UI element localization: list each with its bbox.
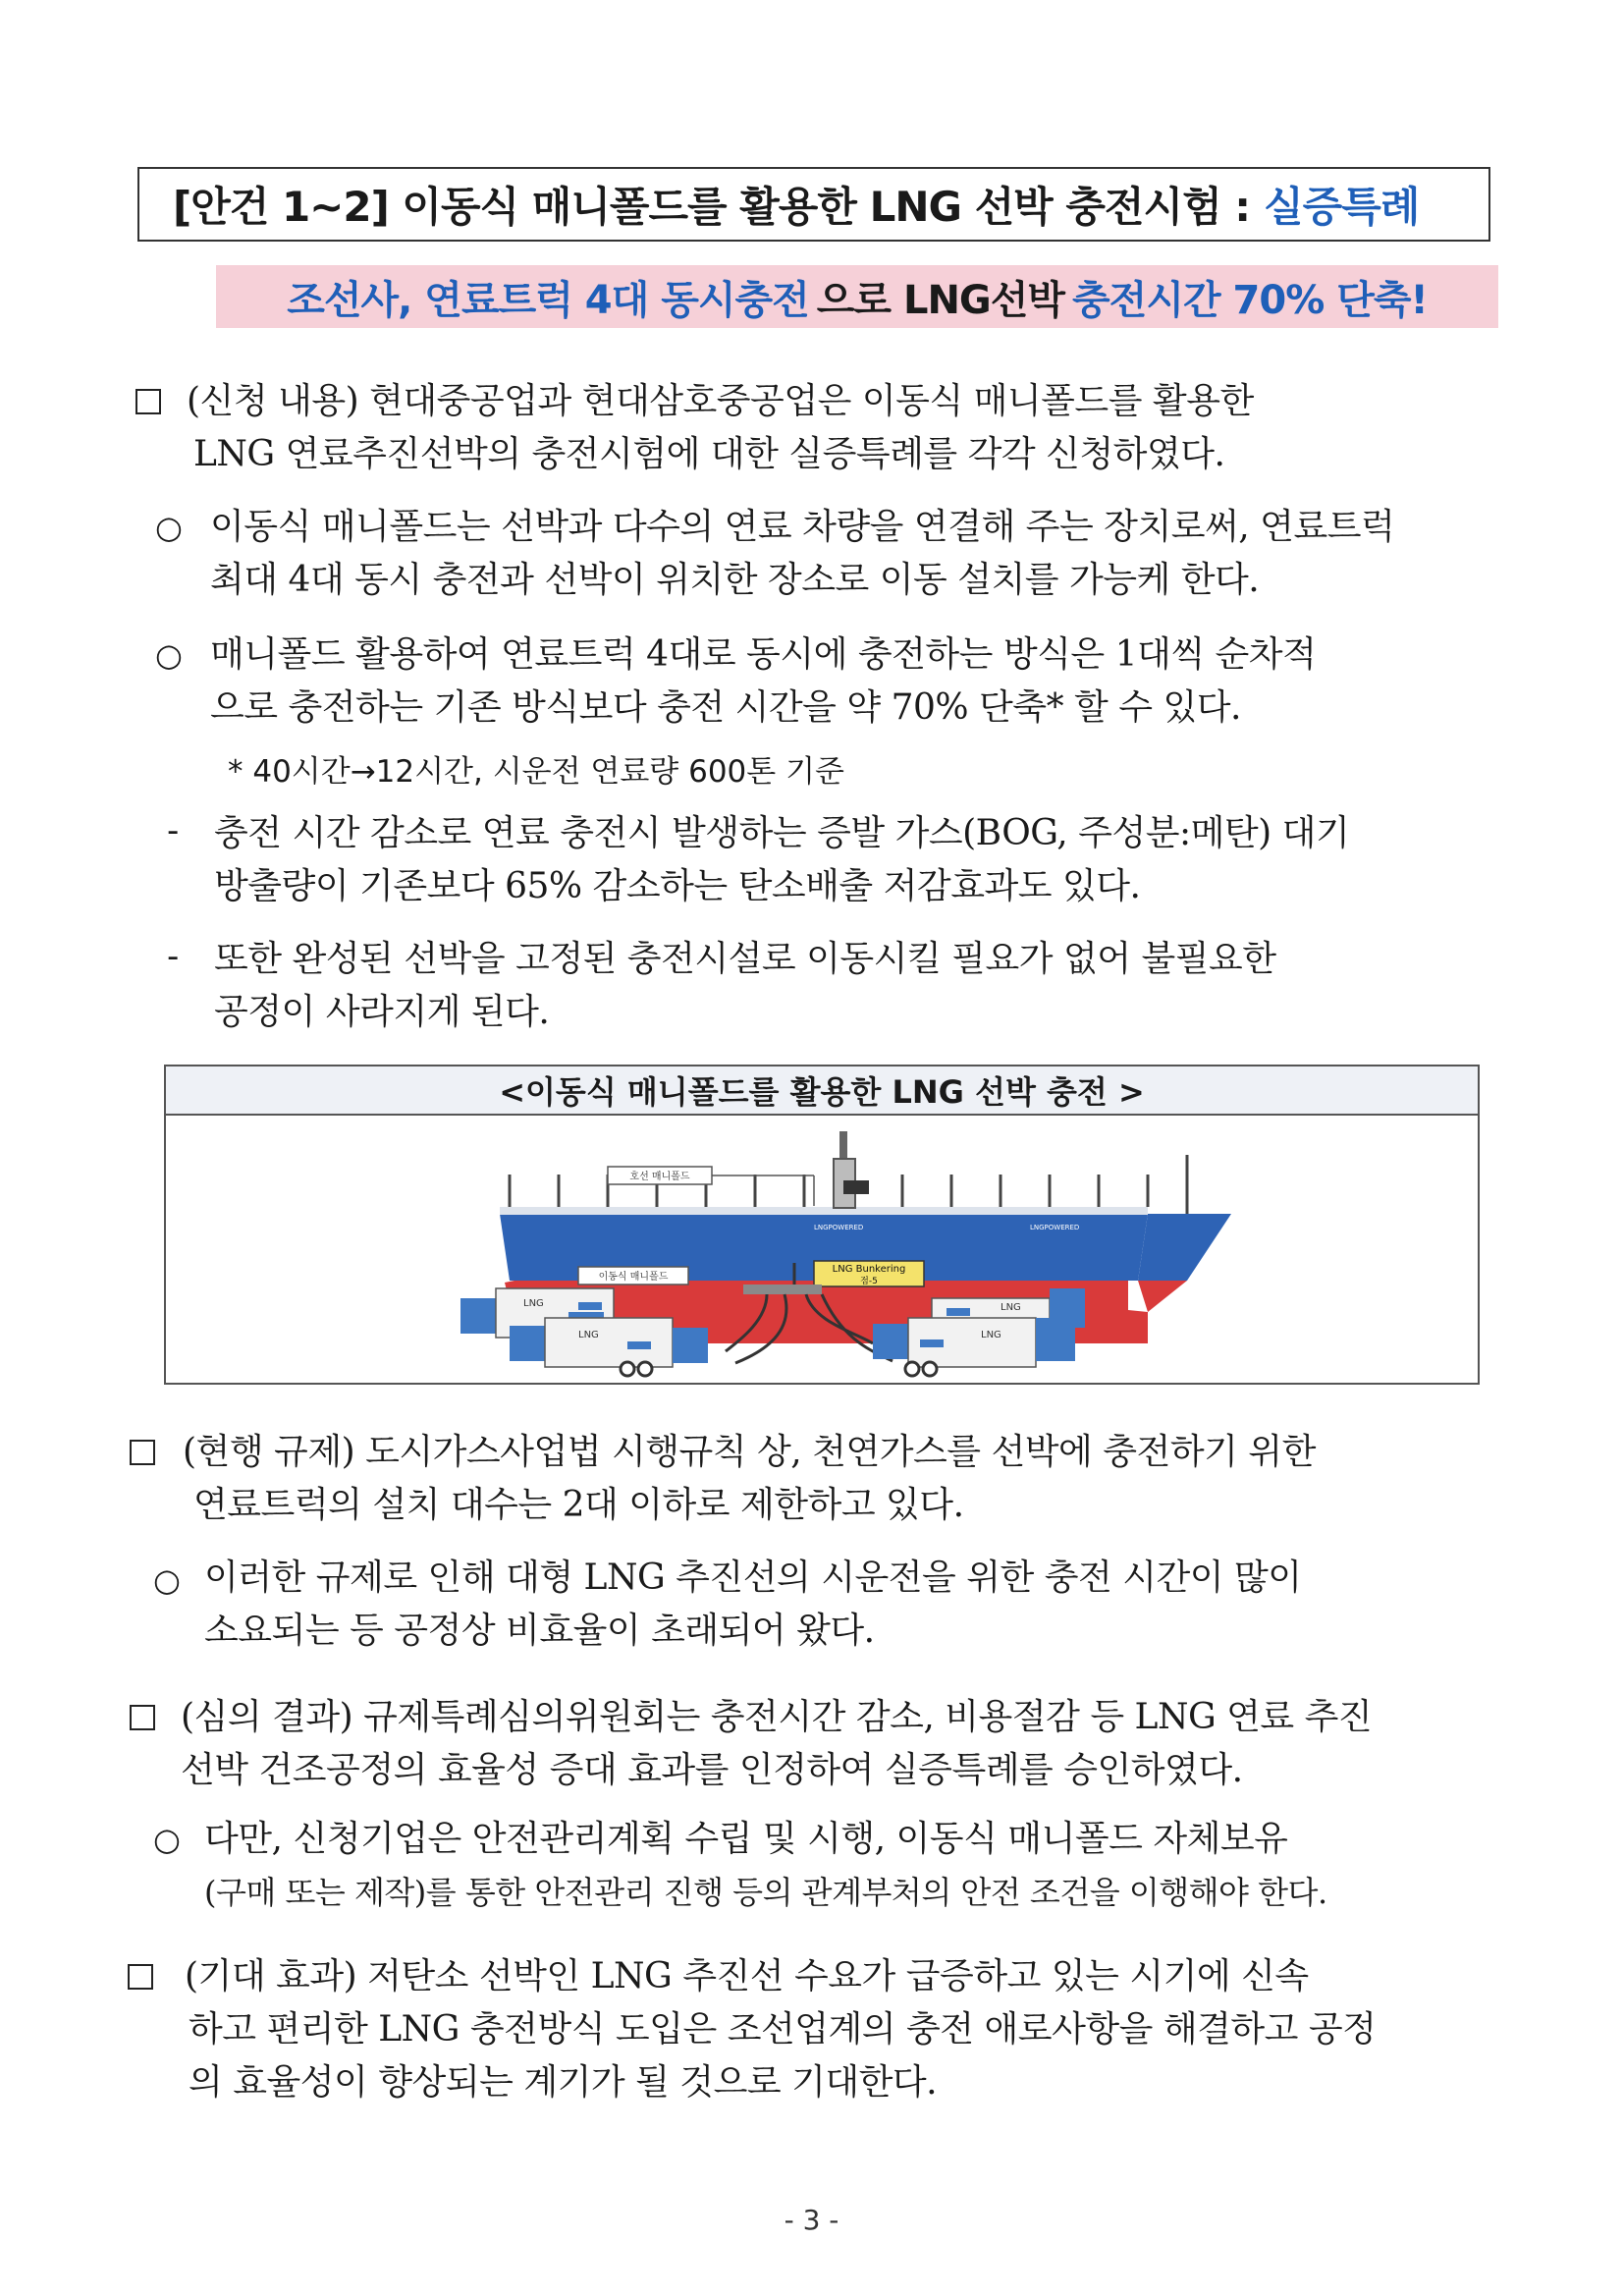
effect-paragraph [185,1950,1502,2003]
mobile-manifold-icon [743,1285,822,1294]
impact-line-2: 소요되는 등 공정상 비효율이 초래되어 왔다. [204,1611,875,1651]
charging-line-2: 으로 충전하는 기존 방식보다 충전 시간을 약 70% 단축* 할 수 있다. [210,687,1241,728]
truck-lng-label: LNG [1001,1302,1021,1313]
effect-line-3: 의 효율성이 향상되는 계기가 될 것으로 기대한다. [189,2062,938,2103]
effect-line-2: 하고 편리한 LNG 충전방식 도입은 조선업계의 충전 애로사항을 해결하고 공정 [189,2009,1377,2050]
agenda-title-highlight: 실증특례 [1264,183,1420,231]
impact-line-1: 이러한 규제로 인해 대형 LNG 추진선의 시운전을 위한 충전 시간이 많이 [204,1558,1302,1598]
headline-banner [216,265,1498,328]
footnote: * 40시간→12시간, 시운전 연료량 600톤 기준 [228,754,844,790]
emission-line-2: 방출량이 기존보다 65% 감소하는 탄소배출 저감효과도 있다. [214,866,1141,906]
agenda-title-text: [안건 1~2] 이동식 매니폴드를 활용한 LNG 선박 충전시험 : [173,183,1251,231]
bunkering-label: LNG Bunkering [832,1264,906,1275]
circle-bullet-icon: ○ [155,509,183,546]
circle-bullet-icon: ○ [153,1561,181,1599]
ship-charging-illustration [166,1116,1478,1385]
application-paragraph [187,375,1502,428]
truck-lng-label: LNG [523,1298,544,1309]
process-line-1: 또한 완성된 선박을 고정된 충전시설로 이동시킬 필요가 없어 불필요한 [214,939,1276,979]
emission-line-1: 충전 시간 감소로 연료 충전시 발생하는 증발 가스(BOG, 주성분:메탄) 대기 [214,813,1350,853]
headline-part-b: 으로 LNG선박 [816,277,1065,323]
charging-method-description [210,629,1502,735]
ship-manifold-label: 호선 매니폴드 [629,1172,690,1182]
manifold-line-2: 최대 4대 동시 충전과 선박이 위치한 장소로 이동 설치를 가능케 한다. [210,560,1260,600]
regulation-paragraph-cont [193,1479,1502,1532]
fuel-truck-icon [873,1318,1075,1376]
figure-caption: <이동식 매니폴드를 활용한 LNG 선박 충전 > [166,1066,1478,1116]
dash-bullet-icon: - [167,811,180,850]
effect-paragraph-cont [189,2003,1502,2109]
hull-text-bow: LNGPOWERED [1030,1224,1080,1231]
regulation-paragraph [183,1426,1502,1479]
result-paragraph [181,1691,1502,1797]
dash-bullet-icon: - [167,937,180,976]
regulation-line-2: 연료트럭의 설치 대수는 2대 이하로 제한하고 있다. [193,1485,964,1525]
circle-bullet-icon: ○ [153,1821,181,1858]
regulation-impact [204,1552,1502,1658]
agenda-title [137,167,1490,242]
lng-charging-figure [164,1065,1480,1385]
manifold-line-1: 이동식 매니폴드는 선박과 다수의 연료 차량을 연결해 주는 장치로써, 연료트럭 [210,507,1395,547]
process-line-2: 공정이 사라지게 된다. [214,992,550,1032]
regulation-line-1: (현행 규제) 도시가스사업법 시행규칙 상, 천연가스를 선박에 충전하기 위한 [183,1432,1316,1472]
circle-bullet-icon: ○ [155,636,183,674]
manifold-description [210,501,1502,607]
result-line-2: 선박 건조공정의 효율성 증대 효과를 인정하여 실증특례를 승인하였다. [181,1750,1243,1790]
checkbox-square-icon [128,1964,153,1990]
truck-lng-label: LNG [981,1330,1001,1340]
application-paragraph-cont [193,428,1502,481]
mobile-manifold-label: 이동식 매니폴드 [598,1272,669,1283]
application-line-1: (신청 내용) 현대중공업과 현대삼호중공업은 이동식 매니폴드를 활용한 [187,381,1254,421]
checkbox-square-icon [130,1440,155,1465]
result-line-1: (심의 결과) 규제특례심의위원회는 충전시간 감소, 비용절감 등 LNG 연료 추진 [181,1697,1373,1737]
headline-part-a: 조선사, 연료트럭 4대 동시충전 [287,277,809,323]
application-line-2: LNG 연료추진선박의 충전시험에 대한 실증특례를 각각 신청하였다. [193,434,1225,474]
bunkering-sub-label: 점-5 [860,1277,878,1286]
headline-part-c: 충전시간 70% 단축! [1072,277,1428,323]
checkbox-square-icon [130,1705,155,1730]
process-description [214,933,1502,1039]
conditions-line-1: 다만, 신청기업은 안전관리계획 수립 및 시행, 이동식 매니폴드 자체보유 [204,1819,1288,1859]
charging-line-1: 매니폴드 활용하여 연료트럭 4대로 동시에 충전하는 방식은 1대씩 순차적 [210,634,1317,675]
result-conditions [204,1813,1502,1919]
emission-description [214,807,1502,913]
conditions-line-2: (구매 또는 제작)를 통한 안전관리 진행 등의 관계부처의 안전 조건을 이행해야 한다. [204,1874,1327,1911]
truck-lng-label: LNG [578,1330,599,1340]
hull-text: LNGPOWERED [814,1224,864,1231]
effect-line-1: (기대 효과) 저탄소 선박인 LNG 추진선 수요가 급증하고 있는 시기에 신속 [185,1956,1309,1996]
page-number: - 3 - [784,2204,839,2236]
checkbox-square-icon [135,389,161,414]
